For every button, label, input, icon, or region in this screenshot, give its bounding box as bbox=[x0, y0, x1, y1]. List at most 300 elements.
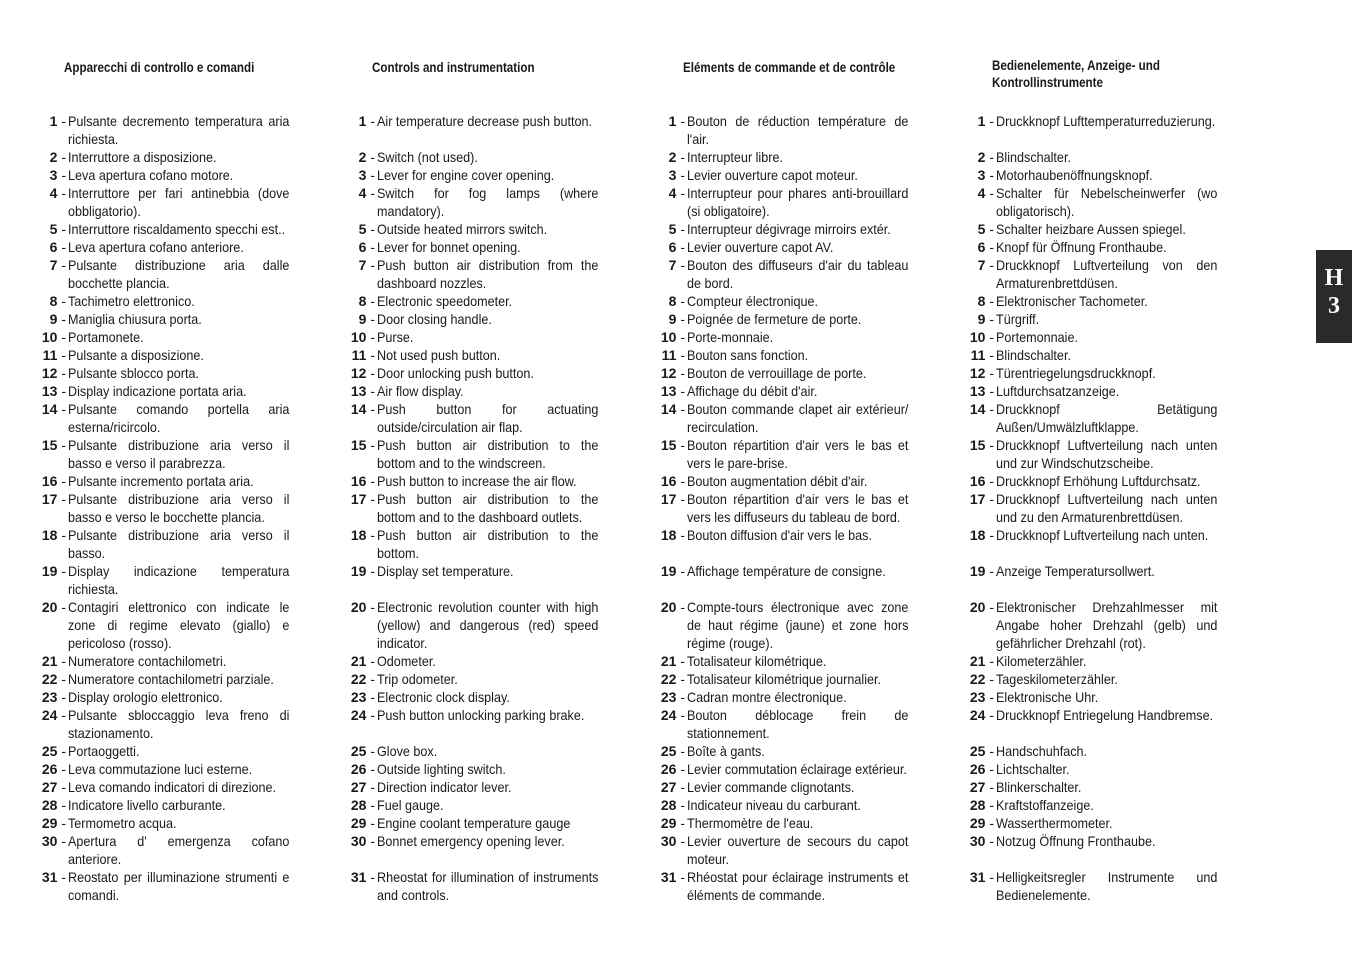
item-text: Not used push button. bbox=[377, 347, 501, 363]
list-item bbox=[962, 490, 1252, 526]
item-number: 20 - bbox=[653, 598, 685, 616]
item-number: 31 - bbox=[962, 868, 994, 886]
item-number: 30 - bbox=[653, 832, 685, 850]
item-number: 3 - bbox=[34, 166, 66, 184]
item-text: Porte-monnaie. bbox=[687, 329, 774, 345]
item-number: 26 - bbox=[34, 760, 66, 778]
list-item bbox=[343, 778, 633, 796]
item-number: 10 - bbox=[962, 328, 994, 346]
item-text: Luftdurchsatzanzeige. bbox=[996, 383, 1120, 399]
list-item bbox=[343, 238, 633, 256]
list-item bbox=[343, 382, 633, 400]
item-number: 5 - bbox=[34, 220, 66, 238]
item-number: 22 - bbox=[653, 670, 685, 688]
item-number: 16 - bbox=[343, 472, 375, 490]
item-number: 9 - bbox=[343, 310, 375, 328]
list-item bbox=[653, 562, 943, 580]
list-item bbox=[34, 706, 324, 742]
item-text: Odometer. bbox=[377, 653, 436, 669]
list-item bbox=[343, 292, 633, 310]
item-text: Affichage température de consigne. bbox=[687, 563, 886, 579]
list-item bbox=[962, 868, 1252, 904]
item-text: Portemonnaie. bbox=[996, 329, 1078, 345]
list-item bbox=[34, 526, 324, 562]
item-number: 18 - bbox=[653, 526, 685, 544]
item-text: Elektronischer Drehzahlmesser mit Angabe hoher Drehzahl (gelb) und gefährlicher Drehzahl (rot). bbox=[996, 599, 1218, 651]
item-text: Display indicazione portata aria. bbox=[68, 383, 247, 399]
list-item bbox=[343, 328, 633, 346]
item-number: 28 - bbox=[34, 796, 66, 814]
list-item bbox=[34, 220, 324, 238]
item-text: Blinkerschalter. bbox=[996, 779, 1082, 795]
list-item bbox=[962, 184, 1252, 220]
item-text: Totalisateur kilométrique. bbox=[687, 653, 827, 669]
list-item bbox=[962, 112, 1252, 130]
item-number: 15 - bbox=[962, 436, 994, 454]
list-item bbox=[34, 346, 324, 364]
item-number: 1 - bbox=[653, 112, 685, 130]
list-item bbox=[653, 490, 943, 526]
column-heading: Apparecchi di controllo e comandi bbox=[64, 60, 255, 75]
item-text: Handschuhfach. bbox=[996, 743, 1088, 759]
item-number: 28 - bbox=[343, 796, 375, 814]
item-number: 30 - bbox=[34, 832, 66, 850]
item-number: 30 - bbox=[962, 832, 994, 850]
item-number: 11 - bbox=[653, 346, 685, 364]
item-text: Contagiri elettronico con indicate le zone di regime elevato (giallo) e pericoloso (rosso). bbox=[68, 599, 290, 651]
list-item bbox=[343, 688, 633, 706]
list-item bbox=[343, 562, 633, 580]
item-text: Rhéostat pour éclairage instruments et éléments de commande. bbox=[687, 869, 909, 903]
list-item bbox=[653, 328, 943, 346]
item-text: Push button to increase the air flow. bbox=[377, 473, 577, 489]
item-number: 23 - bbox=[962, 688, 994, 706]
item-text: Apertura d' emergenza cofano anteriore. bbox=[68, 833, 290, 867]
list-item bbox=[34, 760, 324, 778]
item-number: 29 - bbox=[653, 814, 685, 832]
list-item bbox=[343, 652, 633, 670]
item-text: Engine coolant temperature gauge bbox=[377, 815, 571, 831]
list-item bbox=[653, 238, 943, 256]
list-item bbox=[962, 292, 1252, 310]
item-text: Pulsante distribuzione aria dalle bocchette plancia. bbox=[68, 257, 290, 291]
list-item bbox=[653, 148, 943, 166]
item-text: Thermomètre de l'eau. bbox=[687, 815, 814, 831]
list-item bbox=[653, 292, 943, 310]
list-item bbox=[343, 526, 633, 562]
item-text: Lever for bonnet opening. bbox=[377, 239, 521, 255]
item-text: Reostato per illuminazione strumenti e comandi. bbox=[68, 869, 290, 903]
item-text: Kraftstoffanzeige. bbox=[996, 797, 1094, 813]
item-text: Compte-tours électronique avec zone de haut régime (jaune) et zone hors régime (rouge). bbox=[687, 599, 909, 651]
list-item bbox=[653, 256, 943, 292]
list-item bbox=[34, 562, 324, 598]
item-number: 11 - bbox=[962, 346, 994, 364]
list-item bbox=[34, 796, 324, 814]
list-item bbox=[653, 778, 943, 796]
item-text: Levier commutation éclairage extérieur. bbox=[687, 761, 907, 777]
item-text: Pulsante sbloccaggio leva freno di stazionamento. bbox=[68, 707, 290, 741]
item-text: Levier ouverture capot moteur. bbox=[687, 167, 858, 183]
item-number: 15 - bbox=[343, 436, 375, 454]
list-item bbox=[343, 868, 633, 904]
item-number: 22 - bbox=[343, 670, 375, 688]
item-text: Pulsante comando portella aria esterna/ricircolo. bbox=[68, 401, 290, 435]
item-text: Electronic revolution counter with high (yellow) and dangerous (red) speed indicator. bbox=[377, 599, 599, 651]
item-number: 24 - bbox=[343, 706, 375, 724]
item-text: Push button air distribution to the bottom and to the windscreen. bbox=[377, 437, 599, 471]
list-item bbox=[653, 688, 943, 706]
item-text: Affichage du débit d'air. bbox=[687, 383, 818, 399]
list-item bbox=[34, 670, 324, 688]
item-number: 25 - bbox=[962, 742, 994, 760]
item-number: 28 - bbox=[962, 796, 994, 814]
item-text: Termometro acqua. bbox=[68, 815, 177, 831]
item-text: Boîte à gants. bbox=[687, 743, 765, 759]
list-item bbox=[653, 652, 943, 670]
item-number: 29 - bbox=[962, 814, 994, 832]
list-item bbox=[34, 148, 324, 166]
item-text: Push button air distribution to the bottom. bbox=[377, 527, 599, 561]
list-item bbox=[962, 796, 1252, 814]
item-number: 13 - bbox=[34, 382, 66, 400]
column-heading: Controls and instrumentation bbox=[372, 60, 535, 75]
item-number: 21 - bbox=[653, 652, 685, 670]
item-text: Bouton diffusion d'air vers le bas. bbox=[687, 527, 872, 543]
item-text: Bouton répartition d'air vers le bas et vers les diffuseurs du tableau de bord. bbox=[687, 491, 909, 525]
item-number: 16 - bbox=[34, 472, 66, 490]
item-number: 8 - bbox=[343, 292, 375, 310]
list-item bbox=[653, 472, 943, 490]
item-text: Schalter heizbare Aussen spiegel. bbox=[996, 221, 1186, 237]
item-text: Cadran montre électronique. bbox=[687, 689, 847, 705]
item-text: Kilometerzähler. bbox=[996, 653, 1087, 669]
item-number: 10 - bbox=[34, 328, 66, 346]
list-item bbox=[343, 670, 633, 688]
item-text: Pulsante incremento portata aria. bbox=[68, 473, 254, 489]
item-text: Pulsante sblocco porta. bbox=[68, 365, 199, 381]
item-number: 1 - bbox=[343, 112, 375, 130]
list-item bbox=[343, 364, 633, 382]
item-text: Bouton augmentation débit d'air. bbox=[687, 473, 868, 489]
list-item bbox=[34, 292, 324, 310]
list-item bbox=[962, 598, 1252, 652]
list-item bbox=[34, 310, 324, 328]
list-item bbox=[962, 706, 1252, 724]
list-item bbox=[343, 166, 633, 184]
item-number: 26 - bbox=[962, 760, 994, 778]
column-heading: Eléments de commande et de contrôle bbox=[683, 60, 896, 75]
list-item bbox=[653, 166, 943, 184]
list-item bbox=[343, 310, 633, 328]
list-item bbox=[962, 382, 1252, 400]
item-number: 12 - bbox=[653, 364, 685, 382]
item-number: 2 - bbox=[343, 148, 375, 166]
item-text: Türgriff. bbox=[996, 311, 1040, 327]
item-number: 22 - bbox=[962, 670, 994, 688]
list-item bbox=[343, 598, 633, 652]
item-number: 17 - bbox=[343, 490, 375, 508]
item-number: 2 - bbox=[653, 148, 685, 166]
item-text: Interruttore riscaldamento specchi est.. bbox=[68, 221, 286, 237]
list-item bbox=[34, 166, 324, 184]
item-number: 23 - bbox=[653, 688, 685, 706]
item-number: 31 - bbox=[653, 868, 685, 886]
item-number: 22 - bbox=[34, 670, 66, 688]
item-number: 17 - bbox=[34, 490, 66, 508]
list-item bbox=[34, 742, 324, 760]
item-number: 18 - bbox=[34, 526, 66, 544]
item-number: 27 - bbox=[34, 778, 66, 796]
list-item bbox=[34, 112, 324, 148]
item-text: Leva comando indicatori di direzione. bbox=[68, 779, 277, 795]
item-text: Portamonete. bbox=[68, 329, 144, 345]
list-item bbox=[343, 346, 633, 364]
item-text: Wasserthermometer. bbox=[996, 815, 1113, 831]
list-item bbox=[343, 400, 633, 436]
item-text: Elektronischer Tachometer. bbox=[996, 293, 1148, 309]
item-text: Poignée de fermeture de porte. bbox=[687, 311, 862, 327]
list-item bbox=[343, 706, 633, 724]
item-number: 20 - bbox=[343, 598, 375, 616]
item-text: Maniglia chiusura porta. bbox=[68, 311, 202, 327]
item-number: 10 - bbox=[653, 328, 685, 346]
item-text: Direction indicator lever. bbox=[377, 779, 512, 795]
list-item bbox=[653, 364, 943, 382]
item-number: 27 - bbox=[653, 778, 685, 796]
list-item bbox=[962, 166, 1252, 184]
item-number: 17 - bbox=[962, 490, 994, 508]
list-item bbox=[34, 652, 324, 670]
item-number: 13 - bbox=[343, 382, 375, 400]
item-text: Rheostat for illumination of instruments and controls. bbox=[377, 869, 599, 903]
list-item bbox=[34, 490, 324, 526]
item-text: Interruttore a disposizione. bbox=[68, 149, 217, 165]
item-number: 12 - bbox=[34, 364, 66, 382]
list-item bbox=[34, 382, 324, 400]
item-text: Blindschalter. bbox=[996, 347, 1071, 363]
item-text: Bouton sans fonction. bbox=[687, 347, 809, 363]
item-number: 27 - bbox=[962, 778, 994, 796]
item-text: Fuel gauge. bbox=[377, 797, 444, 813]
list-item bbox=[653, 526, 943, 544]
item-text: Bouton répartition d'air vers le bas et vers le pare-brise. bbox=[687, 437, 909, 471]
item-number: 3 - bbox=[343, 166, 375, 184]
item-number: 11 - bbox=[343, 346, 375, 364]
item-text: Leva commutazione luci esterne. bbox=[68, 761, 253, 777]
item-number: 23 - bbox=[34, 688, 66, 706]
list-item bbox=[343, 742, 633, 760]
item-number: 13 - bbox=[653, 382, 685, 400]
list-item bbox=[34, 400, 324, 436]
list-item bbox=[653, 310, 943, 328]
list-item bbox=[962, 778, 1252, 796]
item-text: Numeratore contachilometri. bbox=[68, 653, 227, 669]
item-text: Compteur électronique. bbox=[687, 293, 818, 309]
list-item bbox=[653, 742, 943, 760]
item-text: Interrupteur dégivrage mirroirs extér. bbox=[687, 221, 891, 237]
item-number: 9 - bbox=[653, 310, 685, 328]
item-number: 6 - bbox=[34, 238, 66, 256]
item-number: 21 - bbox=[34, 652, 66, 670]
list-item bbox=[962, 814, 1252, 832]
item-number: 15 - bbox=[34, 436, 66, 454]
item-number: 27 - bbox=[343, 778, 375, 796]
list-item bbox=[962, 328, 1252, 346]
item-text: Leva apertura cofano motore. bbox=[68, 167, 234, 183]
item-number: 25 - bbox=[343, 742, 375, 760]
item-text: Levier ouverture capot AV. bbox=[687, 239, 834, 255]
item-text: Pulsante decremento temperatura aria richiesta. bbox=[68, 113, 290, 147]
list-item bbox=[34, 472, 324, 490]
list-item bbox=[653, 220, 943, 238]
item-text: Druckknopf Luftverteilung nach unten und zu den Armaturenbrettdüsen. bbox=[996, 491, 1218, 525]
item-text: Bouton de verrouillage de porte. bbox=[687, 365, 867, 381]
list-item bbox=[962, 220, 1252, 238]
list-item bbox=[34, 184, 324, 220]
item-text: Druckknopf Luftverteilung nach unten und zur Windschutzscheibe. bbox=[996, 437, 1218, 471]
item-text: Druckknopf Entriegelung Handbremse. bbox=[996, 707, 1214, 723]
item-text: Interruttore per fari antinebbia (dove obbligatorio). bbox=[68, 185, 290, 219]
item-text: Schalter für Nebelscheinwerfer (wo obligatorisch). bbox=[996, 185, 1218, 219]
item-number: 19 - bbox=[962, 562, 994, 580]
item-text: Motorhaubenöffnungsknopf. bbox=[996, 167, 1153, 183]
item-text: Levier commande clignotants. bbox=[687, 779, 855, 795]
list-item bbox=[962, 832, 1252, 850]
item-text: Lichtschalter. bbox=[996, 761, 1070, 777]
item-number: 19 - bbox=[653, 562, 685, 580]
item-number: 9 - bbox=[34, 310, 66, 328]
list-item bbox=[343, 490, 633, 526]
item-text: Door unlocking push button. bbox=[377, 365, 534, 381]
item-text: Indicateur niveau du carburant. bbox=[687, 797, 861, 813]
item-number: 10 - bbox=[343, 328, 375, 346]
list-item bbox=[653, 868, 943, 904]
item-text: Interrupteur libre. bbox=[687, 149, 783, 165]
item-number: 20 - bbox=[962, 598, 994, 616]
item-text: Druckknopf Betätigung Außen/Umwälzluftklappe. bbox=[996, 401, 1218, 435]
item-text: Push button air distribution from the dashboard nozzles. bbox=[377, 257, 599, 291]
list-item bbox=[34, 814, 324, 832]
list-item bbox=[343, 760, 633, 778]
list-item bbox=[34, 832, 324, 868]
item-number: 2 - bbox=[962, 148, 994, 166]
list-item bbox=[653, 400, 943, 436]
list-item bbox=[653, 184, 943, 220]
item-text: Display orologio elettronico. bbox=[68, 689, 223, 705]
item-text: Interrupteur pour phares anti-brouillard (si obligatoire). bbox=[687, 185, 909, 219]
item-number: 31 - bbox=[343, 868, 375, 886]
item-text: Helligkeitsregler Instrumente und Bedienelemente. bbox=[996, 869, 1218, 903]
item-number: 14 - bbox=[34, 400, 66, 418]
item-text: Trip odometer. bbox=[377, 671, 458, 687]
item-number: 23 - bbox=[343, 688, 375, 706]
item-number: 12 - bbox=[343, 364, 375, 382]
item-number: 1 - bbox=[962, 112, 994, 130]
item-text: Glove box. bbox=[377, 743, 438, 759]
item-text: Bouton de réduction température de l'air. bbox=[687, 113, 909, 147]
item-text: Switch (not used). bbox=[377, 149, 478, 165]
item-text: Druckknopf Lufttemperaturreduzierung. bbox=[996, 113, 1216, 129]
item-text: Totalisateur kilométrique journalier. bbox=[687, 671, 882, 687]
item-text: Push button unlocking parking brake. bbox=[377, 707, 585, 723]
item-text: Indicatore livello carburante. bbox=[68, 797, 226, 813]
item-text: Push button for actuating outside/circulation air flap. bbox=[377, 401, 599, 435]
item-number: 24 - bbox=[653, 706, 685, 724]
item-number: 8 - bbox=[34, 292, 66, 310]
item-text: Leva apertura cofano anteriore. bbox=[68, 239, 244, 255]
item-number: 16 - bbox=[962, 472, 994, 490]
item-number: 14 - bbox=[653, 400, 685, 418]
item-number: 4 - bbox=[962, 184, 994, 202]
item-number: 12 - bbox=[962, 364, 994, 382]
section-tab bbox=[1316, 250, 1352, 343]
item-number: 20 - bbox=[34, 598, 66, 616]
item-number: 19 - bbox=[343, 562, 375, 580]
item-text: Pulsante distribuzione aria verso il basso e verso il parabrezza. bbox=[68, 437, 290, 471]
list-item bbox=[343, 796, 633, 814]
section-tab-number: 3 bbox=[1328, 293, 1340, 319]
list-item bbox=[653, 670, 943, 688]
item-number: 1 - bbox=[34, 112, 66, 130]
item-number: 21 - bbox=[343, 652, 375, 670]
list-item bbox=[653, 112, 943, 148]
item-text: Bouton des diffuseurs d'air du tableau de bord. bbox=[687, 257, 909, 291]
list-item bbox=[962, 526, 1252, 544]
list-item bbox=[34, 778, 324, 796]
list-item bbox=[34, 328, 324, 346]
item-number: 13 - bbox=[962, 382, 994, 400]
item-text: Anzeige Temperatursollwert. bbox=[996, 563, 1155, 579]
list-item bbox=[653, 814, 943, 832]
item-text: Druckknopf Luftverteilung von den Armaturenbrettdüsen. bbox=[996, 257, 1218, 291]
item-number: 11 - bbox=[34, 346, 66, 364]
item-text: Bouton commande clapet air extérieur/ recirculation. bbox=[687, 401, 909, 435]
item-text: Portaoggetti. bbox=[68, 743, 140, 759]
item-number: 28 - bbox=[653, 796, 685, 814]
item-text: Notzug Öffnung Fronthaube. bbox=[996, 833, 1156, 849]
list-item bbox=[653, 760, 943, 778]
item-number: 15 - bbox=[653, 436, 685, 454]
item-text: Blindschalter. bbox=[996, 149, 1071, 165]
item-number: 5 - bbox=[653, 220, 685, 238]
item-number: 4 - bbox=[34, 184, 66, 202]
item-text: Door closing handle. bbox=[377, 311, 492, 327]
item-text: Türentriegelungsdruckknopf. bbox=[996, 365, 1156, 381]
item-number: 25 - bbox=[653, 742, 685, 760]
list-item bbox=[962, 670, 1252, 688]
list-item bbox=[34, 256, 324, 292]
item-number: 31 - bbox=[34, 868, 66, 886]
item-number: 2 - bbox=[34, 148, 66, 166]
list-item bbox=[653, 346, 943, 364]
list-item bbox=[962, 256, 1252, 292]
item-text: Pulsante distribuzione aria verso il basso. bbox=[68, 527, 290, 561]
item-number: 3 - bbox=[962, 166, 994, 184]
item-number: 29 - bbox=[343, 814, 375, 832]
item-number: 26 - bbox=[653, 760, 685, 778]
item-number: 29 - bbox=[34, 814, 66, 832]
list-item bbox=[343, 814, 633, 832]
item-text: Switch for fog lamps (where mandatory). bbox=[377, 185, 599, 219]
item-number: 19 - bbox=[34, 562, 66, 580]
item-number: 4 - bbox=[343, 184, 375, 202]
item-text: Outside heated mirrors switch. bbox=[377, 221, 548, 237]
item-number: 8 - bbox=[653, 292, 685, 310]
item-number: 7 - bbox=[653, 256, 685, 274]
item-number: 7 - bbox=[962, 256, 994, 274]
list-item bbox=[653, 436, 943, 472]
